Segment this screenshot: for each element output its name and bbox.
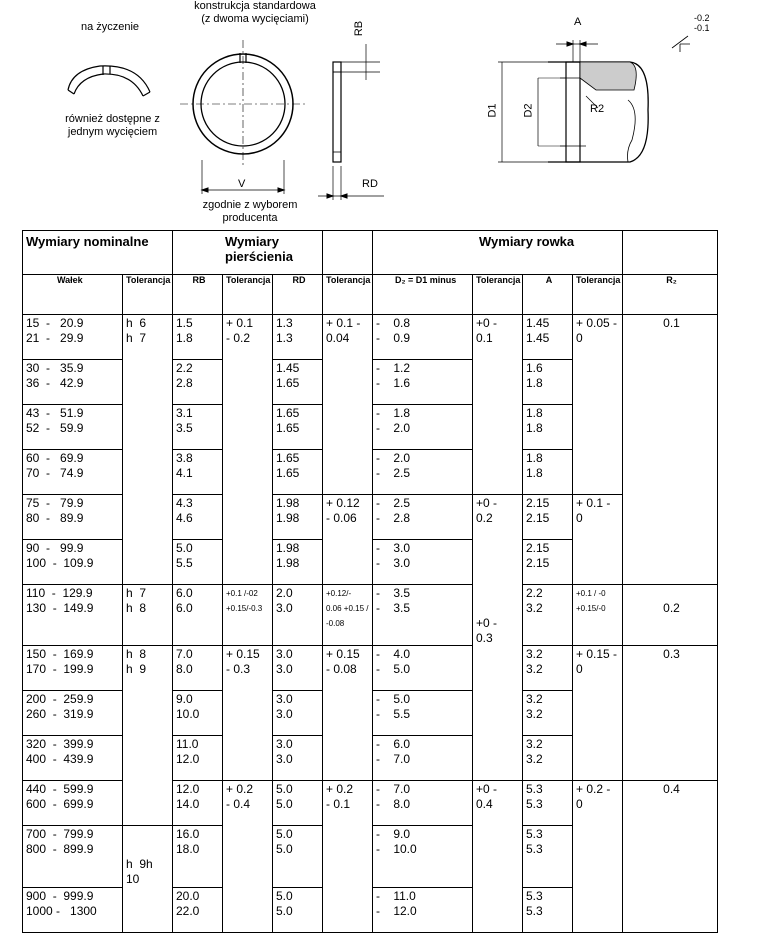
col-tol-rd: Tolerancja bbox=[323, 275, 373, 315]
cell-rb: 7.0 8.0 bbox=[173, 646, 223, 691]
cell-shaft: 43 - 51.9 52 - 59.9 bbox=[23, 405, 123, 450]
cell-at: + 0.1 - 0 bbox=[573, 495, 623, 540]
cell-r2 bbox=[623, 826, 718, 888]
col-r2: R₂ bbox=[623, 275, 718, 315]
cell-d2t bbox=[473, 736, 523, 781]
cell-rbt: + 0.2 - 0.4 bbox=[223, 781, 273, 826]
cell-d2: - 5.0 - 5.5 bbox=[373, 691, 473, 736]
cell-d2t: +0 - 0.2 bbox=[473, 495, 523, 540]
ring-front-view bbox=[180, 40, 305, 194]
cell-rd: 3.0 3.0 bbox=[273, 646, 323, 691]
group-groove: Wymiary rowka bbox=[373, 231, 623, 275]
cell-rd: 1.3 1.3 bbox=[273, 315, 323, 360]
cell-d2t bbox=[473, 360, 523, 405]
cell-rbt bbox=[223, 450, 273, 495]
col-shaft: Wałek bbox=[23, 275, 123, 315]
cell-r2: 0.1 bbox=[623, 315, 718, 360]
cell-r2: 0.4 bbox=[623, 781, 718, 826]
cell-tol: h 6 h 7 bbox=[123, 315, 173, 360]
cell-rbt bbox=[223, 540, 273, 585]
cell-rdt bbox=[323, 691, 373, 736]
cell-r2 bbox=[623, 495, 718, 540]
cell-rd: 3.0 3.0 bbox=[273, 691, 323, 736]
cell-at bbox=[573, 736, 623, 781]
cell-rbt bbox=[223, 826, 273, 888]
cell-a: 2.15 2.15 bbox=[523, 495, 573, 540]
one-gap-label: również dostępne z jednym wycięciem bbox=[65, 113, 160, 138]
cell-at bbox=[573, 450, 623, 495]
rb-label: RB bbox=[353, 20, 366, 37]
tolerance-upper: -0.2 bbox=[694, 13, 710, 23]
cell-d2: - 1.8 - 2.0 bbox=[373, 405, 473, 450]
cell-d2t: +0 - 0.1 bbox=[473, 315, 523, 360]
cell-shaft: 110 - 129.9 130 - 149.9 bbox=[23, 585, 123, 646]
ring-side-view bbox=[318, 44, 384, 200]
cell-shaft: 700 - 799.9 800 - 899.9 bbox=[23, 826, 123, 888]
cell-shaft: 75 - 79.9 80 - 89.9 bbox=[23, 495, 123, 540]
cell-shaft: 30 - 35.9 36 - 42.9 bbox=[23, 360, 123, 405]
table-row bbox=[23, 781, 718, 826]
cell-shaft: 200 - 259.9 260 - 319.9 bbox=[23, 691, 123, 736]
cell-rbt bbox=[223, 405, 273, 450]
cell-at: + 0.15 - 0 bbox=[573, 646, 623, 691]
cell-at bbox=[573, 887, 623, 932]
cell-shaft: 90 - 99.9 100 - 109.9 bbox=[23, 540, 123, 585]
cell-d2: - 6.0 - 7.0 bbox=[373, 736, 473, 781]
cell-rdt bbox=[323, 450, 373, 495]
table-row bbox=[23, 887, 718, 932]
cell-tol bbox=[123, 691, 173, 736]
cell-rbt bbox=[223, 691, 273, 736]
cell-rdt: + 0.2 - 0.1 bbox=[323, 781, 373, 826]
cell-a: 5.3 5.3 bbox=[523, 887, 573, 932]
cell-rd: 5.0 5.0 bbox=[273, 887, 323, 932]
cell-rd: 1.98 1.98 bbox=[273, 495, 323, 540]
cell-rb: 6.0 6.0 bbox=[173, 585, 223, 646]
cell-rd: 1.65 1.65 bbox=[273, 450, 323, 495]
cell-tol bbox=[123, 405, 173, 450]
cell-d2: - 0.8 - 0.9 bbox=[373, 315, 473, 360]
cell-tol bbox=[123, 495, 173, 540]
table-row bbox=[23, 315, 718, 360]
cell-r2 bbox=[623, 736, 718, 781]
col-d2: D₂ = D1 minus bbox=[373, 275, 473, 315]
cell-rb: 12.0 14.0 bbox=[173, 781, 223, 826]
table-row bbox=[23, 826, 718, 888]
col-tol-d2: Tolerancja bbox=[473, 275, 523, 315]
cell-rbt: + 0.1 - 0.2 bbox=[223, 315, 273, 360]
cell-a: 1.8 1.8 bbox=[523, 405, 573, 450]
cell-at: +0.1 / -0 +0.15/-0 bbox=[573, 585, 623, 646]
cell-tol bbox=[123, 360, 173, 405]
cell-rd: 3.0 3.0 bbox=[273, 736, 323, 781]
producer-label: zgodnie z wyborem producenta bbox=[202, 199, 298, 224]
table-row bbox=[23, 360, 718, 405]
cell-rd: 2.0 3.0 bbox=[273, 585, 323, 646]
partial-ring-drawing bbox=[68, 66, 150, 96]
cell-rbt bbox=[223, 887, 273, 932]
dimensions-table bbox=[22, 230, 718, 933]
col-a: A bbox=[523, 275, 573, 315]
cell-tol bbox=[123, 736, 173, 781]
tolerance-lower: -0.1 bbox=[694, 23, 710, 33]
cell-tol: h 8 h 9 bbox=[123, 646, 173, 691]
cell-rbt bbox=[223, 736, 273, 781]
cell-rd: 5.0 5.0 bbox=[273, 781, 323, 826]
cell-rb: 2.2 2.8 bbox=[173, 360, 223, 405]
cell-shaft: 900 - 999.9 1000 - 1300 bbox=[23, 887, 123, 932]
cell-shaft: 320 - 399.9 400 - 439.9 bbox=[23, 736, 123, 781]
table-row bbox=[23, 736, 718, 781]
cell-rdt bbox=[323, 826, 373, 888]
cell-d2t: +0 - 0.3 bbox=[473, 585, 523, 646]
cell-d2: - 3.5 - 3.5 bbox=[373, 585, 473, 646]
cell-rdt: + 0.1 - 0.04 bbox=[323, 315, 373, 360]
table-row bbox=[23, 405, 718, 450]
cell-rb: 3.8 4.1 bbox=[173, 450, 223, 495]
d2-label: D2 bbox=[522, 103, 535, 118]
cell-tol: h 9h 10 bbox=[123, 826, 173, 888]
rd-label: RD bbox=[362, 178, 378, 190]
cell-a: 3.2 3.2 bbox=[523, 691, 573, 736]
table-row bbox=[23, 691, 718, 736]
cell-shaft: 60 - 69.9 70 - 74.9 bbox=[23, 450, 123, 495]
cell-r2 bbox=[623, 540, 718, 585]
cell-a: 1.45 1.45 bbox=[523, 315, 573, 360]
cell-r2 bbox=[623, 405, 718, 450]
cell-rb: 16.0 18.0 bbox=[173, 826, 223, 888]
cell-rb: 20.0 22.0 bbox=[173, 887, 223, 932]
cell-rb: 11.0 12.0 bbox=[173, 736, 223, 781]
cell-shaft: 440 - 599.9 600 - 699.9 bbox=[23, 781, 123, 826]
cell-tol bbox=[123, 887, 173, 932]
cell-tol bbox=[123, 450, 173, 495]
cell-rdt: + 0.15 - 0.08 bbox=[323, 646, 373, 691]
cell-tol bbox=[123, 540, 173, 585]
cell-d2: - 2.0 - 2.5 bbox=[373, 450, 473, 495]
groove-section-view bbox=[498, 36, 690, 162]
cell-a: 1.6 1.8 bbox=[523, 360, 573, 405]
cell-d2t bbox=[473, 646, 523, 691]
cell-rd: 5.0 5.0 bbox=[273, 826, 323, 888]
cell-rb: 4.3 4.6 bbox=[173, 495, 223, 540]
cell-rdt bbox=[323, 405, 373, 450]
cell-at: + 0.2 - 0 bbox=[573, 781, 623, 826]
cell-rb: 3.1 3.5 bbox=[173, 405, 223, 450]
cell-at bbox=[573, 360, 623, 405]
cell-a: 2.2 3.2 bbox=[523, 585, 573, 646]
cell-d2t bbox=[473, 450, 523, 495]
cell-shaft: 15 - 20.9 21 - 29.9 bbox=[23, 315, 123, 360]
cell-a: 2.15 2.15 bbox=[523, 540, 573, 585]
table-row bbox=[23, 540, 718, 585]
cell-rbt bbox=[223, 495, 273, 540]
cell-tol: h 7 h 8 bbox=[123, 585, 173, 646]
cell-d2: - 3.0 - 3.0 bbox=[373, 540, 473, 585]
cell-d2: - 7.0 - 8.0 bbox=[373, 781, 473, 826]
cell-rb: 5.0 5.5 bbox=[173, 540, 223, 585]
cell-d2: - 9.0 - 10.0 bbox=[373, 826, 473, 888]
cell-at bbox=[573, 826, 623, 888]
cell-d2t bbox=[473, 691, 523, 736]
cell-rd: 1.45 1.65 bbox=[273, 360, 323, 405]
cell-a: 1.8 1.8 bbox=[523, 450, 573, 495]
standard-label: konstrukcja standardowa (z dwoma wycięciami) bbox=[194, 0, 316, 25]
cell-a: 5.3 5.3 bbox=[523, 826, 573, 888]
cell-d2t bbox=[473, 405, 523, 450]
cell-r2: 0.3 bbox=[623, 646, 718, 691]
cell-a: 5.3 5.3 bbox=[523, 781, 573, 826]
cell-rdt: +0.12/- 0.06 +0.15 / -0.08 bbox=[323, 585, 373, 646]
a-label: A bbox=[574, 16, 582, 28]
v-label: V bbox=[238, 178, 246, 190]
cell-rd: 1.98 1.98 bbox=[273, 540, 323, 585]
col-tol-shaft: Tolerancja bbox=[123, 275, 173, 315]
cell-at bbox=[573, 405, 623, 450]
d1-label: D1 bbox=[486, 103, 499, 118]
table-row bbox=[23, 450, 718, 495]
col-tol-a: Tolerancja bbox=[573, 275, 623, 315]
cell-d2t: +0 - 0.4 bbox=[473, 781, 523, 826]
cell-rdt bbox=[323, 736, 373, 781]
cell-d2t bbox=[473, 826, 523, 888]
cell-rd: 1.65 1.65 bbox=[273, 405, 323, 450]
on-request-label: na życzenie bbox=[80, 21, 140, 33]
cell-tol bbox=[123, 781, 173, 826]
table-row bbox=[23, 585, 718, 646]
cell-rbt bbox=[223, 360, 273, 405]
cell-rdt: + 0.12 - 0.06 bbox=[323, 495, 373, 540]
cell-r2 bbox=[623, 691, 718, 736]
cell-at bbox=[573, 540, 623, 585]
cell-a: 3.2 3.2 bbox=[523, 646, 573, 691]
cell-rb: 9.0 10.0 bbox=[173, 691, 223, 736]
group-ring: Wymiary pierścienia bbox=[173, 231, 323, 275]
cell-r2: 0.2 bbox=[623, 585, 718, 646]
cell-rbt: + 0.15 - 0.3 bbox=[223, 646, 273, 691]
table-row bbox=[23, 495, 718, 540]
cell-rdt bbox=[323, 887, 373, 932]
cell-rb: 1.5 1.8 bbox=[173, 315, 223, 360]
cell-rdt bbox=[323, 540, 373, 585]
cell-r2 bbox=[623, 360, 718, 405]
r2-label: R2 bbox=[590, 103, 605, 115]
cell-d2t bbox=[473, 540, 523, 585]
cell-a: 3.2 3.2 bbox=[523, 736, 573, 781]
cell-rdt bbox=[323, 360, 373, 405]
cell-d2: - 2.5 - 2.8 bbox=[373, 495, 473, 540]
cell-at: + 0.05 - 0 bbox=[573, 315, 623, 360]
cell-d2t bbox=[473, 887, 523, 932]
cell-rbt: +0.1 /-02 +0.15/-0.3 bbox=[223, 585, 273, 646]
cell-d2: - 11.0 - 12.0 bbox=[373, 887, 473, 932]
col-rb: RB bbox=[173, 275, 223, 315]
cell-r2 bbox=[623, 887, 718, 932]
col-tol-rb: Tolerancja bbox=[223, 275, 273, 315]
col-rd: RD bbox=[273, 275, 323, 315]
cell-shaft: 150 - 169.9 170 - 199.9 bbox=[23, 646, 123, 691]
cell-d2: - 4.0 - 5.0 bbox=[373, 646, 473, 691]
cell-at bbox=[573, 691, 623, 736]
table-row bbox=[23, 646, 718, 691]
group-nominal: Wymiary nominalne bbox=[23, 231, 173, 275]
cell-r2 bbox=[623, 450, 718, 495]
cell-d2: - 1.2 - 1.6 bbox=[373, 360, 473, 405]
